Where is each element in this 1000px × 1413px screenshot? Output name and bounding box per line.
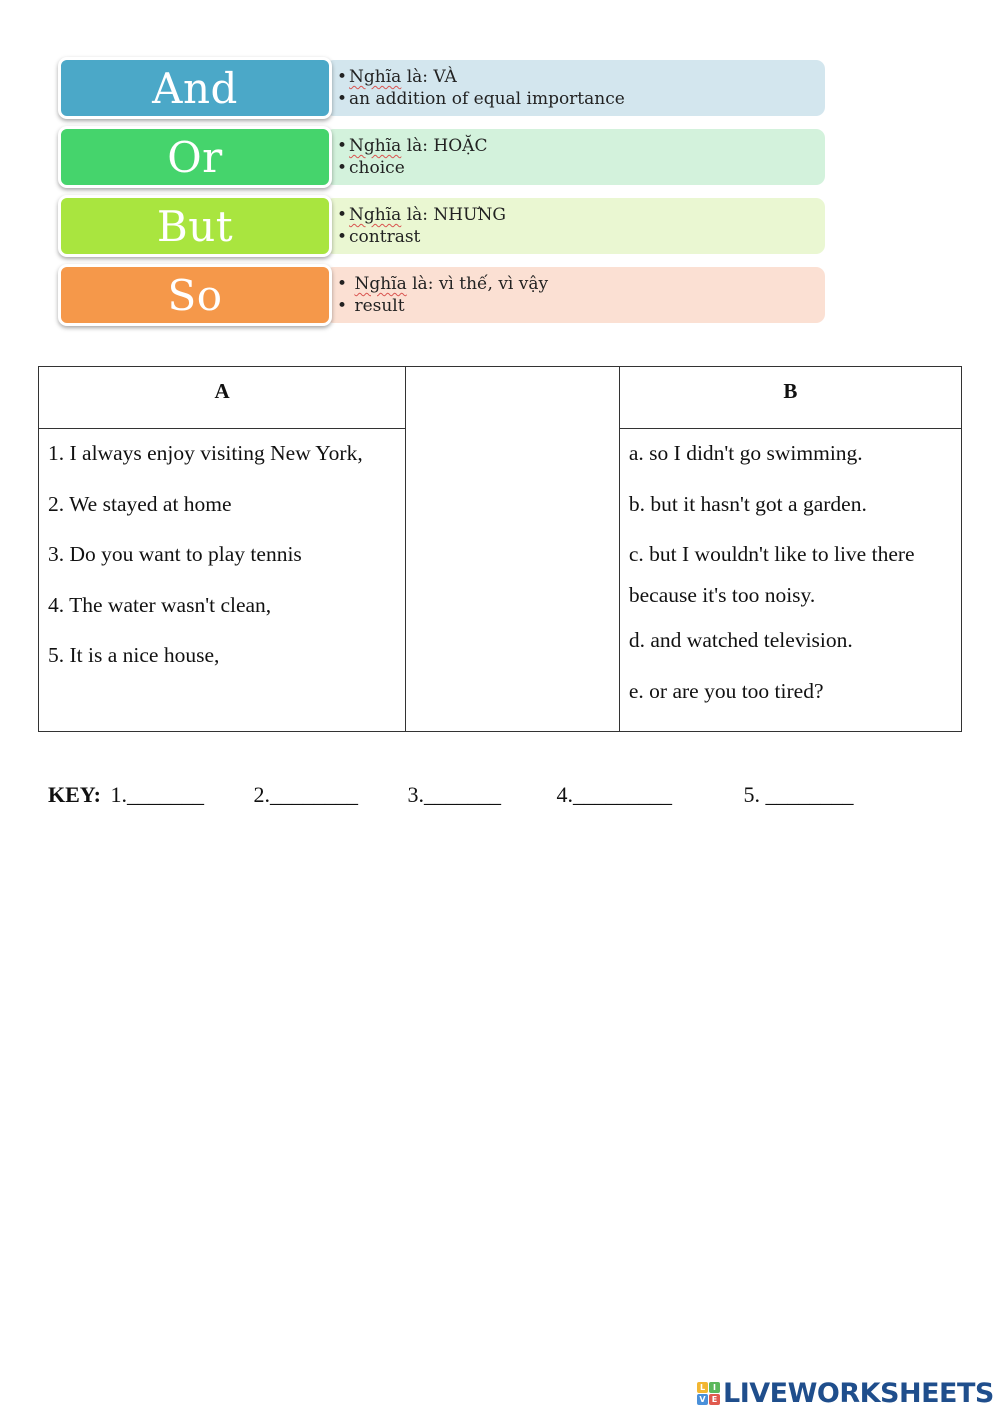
answer-slot-4[interactable]: 4._________ (556, 782, 672, 807)
usage-text: result (354, 296, 405, 316)
column-a-header: A (39, 367, 406, 429)
conjunction-label: Or (58, 126, 332, 188)
usage-line (337, 295, 825, 317)
conjunction-label: And (58, 57, 332, 119)
bullet-icon: • (337, 227, 348, 247)
conjunction-row-so (55, 262, 835, 331)
logo-letter: V (697, 1394, 708, 1405)
answer-slot-2[interactable]: 2.________ (253, 782, 358, 807)
bullet-icon: • (337, 67, 348, 87)
meaning-prefix: Nghĩa (349, 136, 402, 156)
conjunction-description (325, 60, 825, 116)
meaning-prefix: Nghĩa (354, 274, 407, 294)
conjunction-description (325, 267, 825, 323)
meaning-line (337, 204, 825, 226)
list-item-b5: e. or are you too tired? (628, 678, 824, 703)
usage-line (337, 226, 825, 248)
answer-key (48, 782, 853, 808)
usage-text: choice (349, 158, 405, 178)
conjunction-description (325, 198, 825, 254)
column-b-list (620, 429, 961, 706)
bullet-icon: • (337, 158, 348, 178)
list-item-b3: c. but I wouldn't like to live there because it's too noisy. (628, 542, 915, 607)
answer-slot-3[interactable]: 3._______ (407, 782, 501, 807)
meaning-prefix: Nghĩa (349, 67, 402, 87)
liveworksheets-logo (697, 1378, 994, 1409)
list-item-a3: 3. Do you want to play tennis (48, 542, 302, 567)
meaning-prefix: Nghĩa (349, 205, 402, 225)
bullet-icon: • (337, 296, 348, 316)
usage-line (337, 88, 825, 110)
meaning-text: là: vì thế, vì vậy (406, 274, 549, 294)
bullet-icon: • (337, 136, 348, 156)
usage-text: contrast (349, 227, 421, 247)
logo-letter: L (697, 1382, 708, 1393)
list-item-a2: 2. We stayed at home (48, 491, 232, 516)
meaning-line (337, 135, 825, 157)
list-item-a1: 1. I always enjoy visiting New York, (48, 441, 363, 465)
meaning-text: là: NHƯNG (401, 205, 506, 225)
key-label: KEY: (48, 782, 101, 807)
bullet-icon: • (337, 89, 348, 109)
answer-drop-area[interactable] (406, 367, 620, 732)
meaning-line (337, 66, 825, 88)
bullet-icon: • (337, 274, 348, 294)
bullet-icon: • (337, 205, 348, 225)
list-item-b2: b. but it hasn't got a garden. (628, 491, 867, 516)
meaning-text: là: HOẶC (401, 136, 488, 156)
column-b-header: B (619, 367, 961, 429)
conjunction-label: So (58, 264, 332, 326)
answer-slot-1[interactable]: 1._______ (110, 782, 204, 807)
conjunction-label: But (58, 195, 332, 257)
list-item-a5: 5. It is a nice house, (48, 643, 220, 668)
table-header-row (39, 367, 962, 429)
logo-letter: I (709, 1382, 720, 1393)
logo-mark-icon (697, 1382, 720, 1405)
matching-table (38, 366, 962, 732)
logo-letter: E (709, 1394, 720, 1405)
usage-line (337, 157, 825, 179)
meaning-text: là: VÀ (401, 67, 457, 87)
list-item-b4: d. and watched television. (628, 628, 853, 653)
column-a-cell (39, 429, 406, 732)
meaning-line (337, 273, 825, 295)
conjunction-row-but (55, 193, 835, 262)
conjunction-list (55, 55, 835, 331)
list-item-b1: a. so I didn't go swimming. (628, 441, 863, 465)
list-item-a4: 4. The water wasn't clean, (48, 592, 272, 617)
conjunction-row-or (55, 124, 835, 193)
conjunction-row-and (55, 55, 835, 124)
logo-text: LIVEWORKSHEETS (723, 1378, 994, 1409)
column-b-cell (619, 429, 961, 732)
usage-text: an addition of equal importance (349, 89, 625, 109)
column-a-list (39, 429, 405, 691)
conjunction-description (325, 129, 825, 185)
answer-slot-5[interactable]: 5. ________ (743, 782, 854, 807)
